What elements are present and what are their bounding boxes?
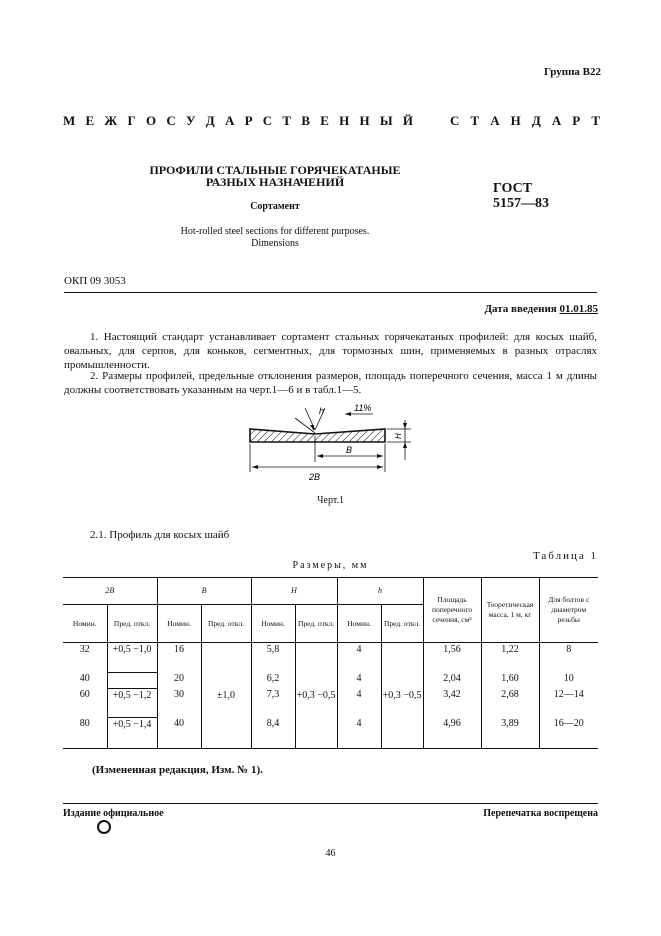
h-tolerance: +0,3 −0,5 <box>381 643 423 749</box>
section-heading: 2.1. Профиль для косых шайб <box>90 529 230 541</box>
H-tolerance: +0,3 −0,5 <box>295 643 337 749</box>
divider <box>64 292 597 293</box>
paragraph-1: 1. Настоящий стандарт устанавливает сортамент стальных горячекатаных профилей: для косых шайб, овальных, для серпов, для коньков, сегментных, для тормозных шин, применяемых в разных отраслях промышленности. <box>64 331 597 371</box>
intro-date-label: Дата введения <box>484 303 557 315</box>
col-B: B <box>157 578 251 605</box>
col-bolts: Для болтов с диаметром резьбы <box>539 578 598 643</box>
reprint-prohibited: Перепечатка воспрещена <box>483 808 598 819</box>
circle-mark-icon <box>97 820 111 834</box>
table-caption: Таблица 1 <box>532 550 598 562</box>
col-B-tolerance: Пред. откл. <box>201 605 251 643</box>
label-h: h <box>319 406 325 416</box>
col-H-nominal: Номин. <box>251 605 295 643</box>
b-tolerance: ±1,0 <box>201 643 251 749</box>
title-line-1: ПРОФИЛИ СТАЛЬНЫЕ ГОРЯЧЕКАТАНЫЕ <box>149 163 401 177</box>
col-area: Площадь поперечного сечения, см² <box>423 578 481 643</box>
col-2B-tolerance: Пред. откл. <box>107 605 157 643</box>
intro-date-value: 01.01.85 <box>559 303 598 315</box>
col-B-nominal: Номин. <box>157 605 201 643</box>
english-title-2: Dimensions <box>251 238 299 249</box>
profile-drawing <box>235 400 425 490</box>
title-line-2: РАЗНЫХ НАЗНАЧЕНИЙ <box>205 175 345 189</box>
table-units: Размеры, мм <box>292 560 369 571</box>
standard-type-word: М Е Ж Г О С У Д А Р С Т В Е Н Н Ы Й <box>63 113 413 128</box>
intro-date <box>484 303 598 315</box>
gost-number: 5157—83 <box>493 196 549 211</box>
gost-label: ГОСТ <box>493 181 533 196</box>
english-title-1: Hot-rolled steel sections for different purposes. <box>180 226 370 237</box>
col-H-tolerance: Пред. откл. <box>295 605 337 643</box>
page-number: 46 <box>325 848 336 859</box>
paragraph-2: 2. Размеры профилей, предельные отклонения размеров, площадь поперечного сечения, масса 1 м длины должны соответствовать указанным на черт.1—6 и в табл.1—5. <box>64 370 597 396</box>
table-row: 32 +0,5 −1,0 16 ±1,0 5,8 +0,3 −0,5 4 +0,3 −0,5 1,56 1,22 8 <box>63 643 598 673</box>
standard-type-heading <box>63 113 600 129</box>
table-row: 60 +0,5 −1,2 30 7,3 4 3,42 2,68 12—14 <box>63 688 598 717</box>
col-h: h <box>337 578 423 605</box>
label-slope: 11% <box>354 403 372 413</box>
table-row: 40 20 6,2 4 2,04 1,60 10 <box>63 672 598 688</box>
profile-table <box>63 577 598 749</box>
label-B: B <box>346 445 353 455</box>
group-code: Группа В22 <box>543 66 601 78</box>
col-2B: 2B <box>63 578 157 605</box>
col-h-tolerance: Пред. откл. <box>381 605 423 643</box>
standard-type-word: С Т А Н Д А Р Т <box>450 113 600 128</box>
col-h-nominal: Номин. <box>337 605 381 643</box>
label-H: H <box>394 433 403 439</box>
okp-code: ОКП 09 3053 <box>64 275 126 287</box>
col-2B-nominal: Номин. <box>63 605 107 643</box>
official-edition: Издание официальное <box>63 808 164 819</box>
col-mass: Теоретическая масса, 1 м, кг <box>481 578 539 643</box>
profile-section <box>250 429 385 442</box>
subtitle: Сортамент <box>250 201 300 212</box>
footer-divider <box>63 803 598 804</box>
drawing-caption: Черт.1 <box>317 495 344 506</box>
label-2B: 2B <box>309 472 321 482</box>
table-row: 80 +0,5 −1,4 40 8,4 4 4,96 3,89 16—20 <box>63 717 598 749</box>
edition-note: (Измененная редакция, Изм. № 1). <box>92 764 263 776</box>
col-H: H <box>251 578 337 605</box>
